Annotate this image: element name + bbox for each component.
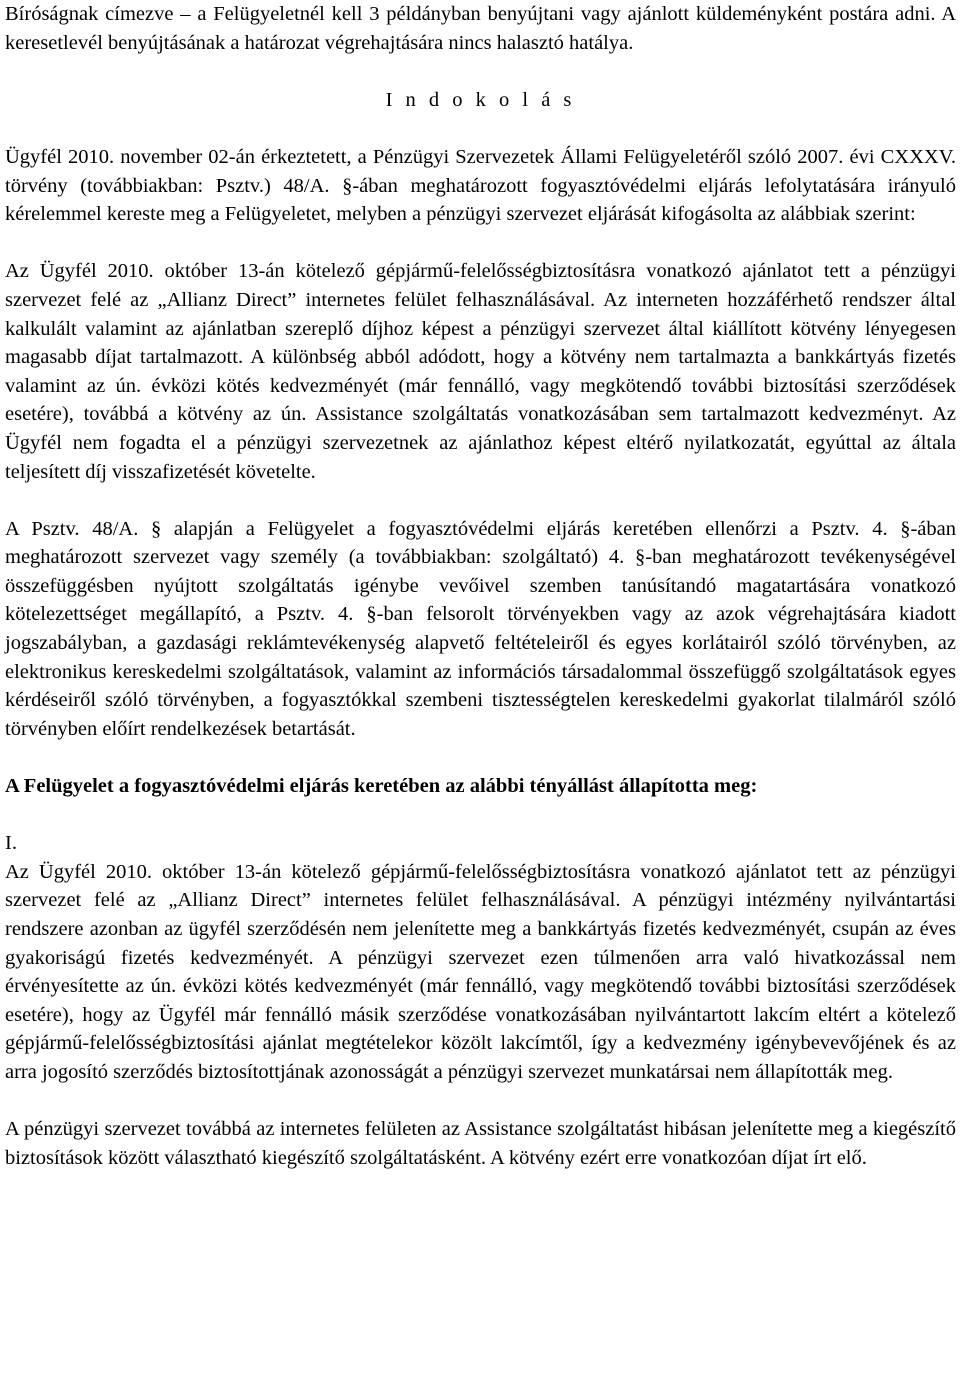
findings-heading: A Felügyelet a fogyasztóvédelmi eljárás keretében az alábbi tényállást állapította meg:	[5, 775, 758, 798]
section-number-i: I.	[5, 832, 17, 855]
client-facts-paragraph: Az Ügyfél 2010. október 13-án kötelező gépjármű-felelősségbiztosításra vonatkozó ajánlatot tett a pénzügyi szervezet felé az „Allianz Direct” internetes felület felhasználásával. Az interneten hozzáférhető rendszer által kalkulált valamint az ajánlatban szereplő díjhoz képest a pénzügyi szervezet által kiállított kötvény lényegesen magasabb díjat tartalmazott. A különbség abból adódott, hogy a kötvény nem tartalmazta a bankkártyás fizetés valamint az ún. évközi kötés kedvezményét (már fennálló, vagy megkötendő további biztosítási szerződések esetére), továbbá a kötvény az ún. Assistance szolgáltatás vonatkozásában sem tartalmazott kedvezményt. Az Ügyfél nem fogadta el a pénzügyi szervezetnek az ajánlathoz képest eltérő nyilatkozatát, egyúttal az általa teljesített díj visszafizetését követelte.	[5, 260, 956, 483]
finding-paragraph-1: Az Ügyfél 2010. október 13-án kötelező gépjármű-felelősségbiztosításra vonatkozó ajánlatot tett az pénzügyi szervezet felé az „Allianz Direct” internetes felület felhasználásával. A pénzügyi intézmény nyilvántartási rendszere azonban az ügyfél szerződésén nem jelenítette meg a bankkártyás fizetés kedvezményét, csupán az éves gyakoriságú fizetés kedvezményét. A pénzügyi szervezet ezen túlmenően arra való hivatkozással nem érvényesítette az ún. évközi kötés kedvezményét (már fennálló, vagy megkötendő további biztosítási szerződések esetére), hogy az Ügyfél már fennálló másik szerződése vonatkozásában nyilvántartott lakcím eltért a kötelező gépjármű-felelősségbiztosítási ajánlat megtételekor közölt lakcímtől, így a kedvezmény igénybevevőjének és az arra jogosító szerződés biztosítottjának azonosságát a pénzügyi szervezet munkatársai nem állapították meg.	[5, 860, 956, 1083]
finding-paragraph-2: A pénzügyi szervezet továbbá az internetes felületen az Assistance szolgáltatást hibásan jelenítette meg a kiegészítő biztosítások között választható kiegészítő szolgáltatásként. A kötvény ezért erre vonatkozóan díjat írt elő.	[5, 1118, 956, 1169]
intro-paragraph: Bíróságnak címezve – a Felügyeletnél kell 3 példányban benyújtani vagy ajánlott küldeményként postára adni. A keresetlevél benyújtásának a határozat végrehajtására nincs halasztó hatálya.	[5, 3, 956, 54]
legal-basis-paragraph: A Psztv. 48/A. § alapján a Felügyelet a fogyasztóvédelmi eljárás keretében ellenőrzi a Psztv. 4. §-ában meghatározott szervezet vagy személy (a továbbiakban: szolgáltató) 4. §-ban meghatározott tevékenységével összefüggésben nyújtott szolgáltatás igénybe vevőivel szemben tanúsítandó magatartására vonatkozó kötelezettséget megállapító, a Psztv. 4. §-ban felsorolt törvényekben vagy az azok végrehajtására kiadott jogszabályban, a gazdasági reklámtevékenység alapvető feltételeiről és egyes korlátairól szóló törvényben, az elektronikus kereskedelmi szolgáltatások, valamint az információs társadalommal összefüggő szolgáltatások egyes kérdéseiről szóló törvényben, a fogyasztókkal szembeni tisztességtelen kereskedelmi gyakorlat tilalmáról szóló törvényben előírt rendelkezések betartását.	[5, 517, 956, 740]
complaint-paragraph: Ügyfél 2010. november 02-án érkeztetett, a Pénzügyi Szervezetek Állami Felügyeletéről szóló 2007. évi CXXXV. törvény (továbbiakban: Psztv.) 48/A. §-ában meghatározott fogyasztóvédelmi eljárás lefolytatására irányuló kérelemmel kereste meg a Felügyeletet, melyben a pénzügyi szervezet eljárását kifogásolta az alábbiak szerint:	[5, 145, 956, 226]
section-heading-indokolas: I n d o k o l á s	[385, 88, 576, 111]
